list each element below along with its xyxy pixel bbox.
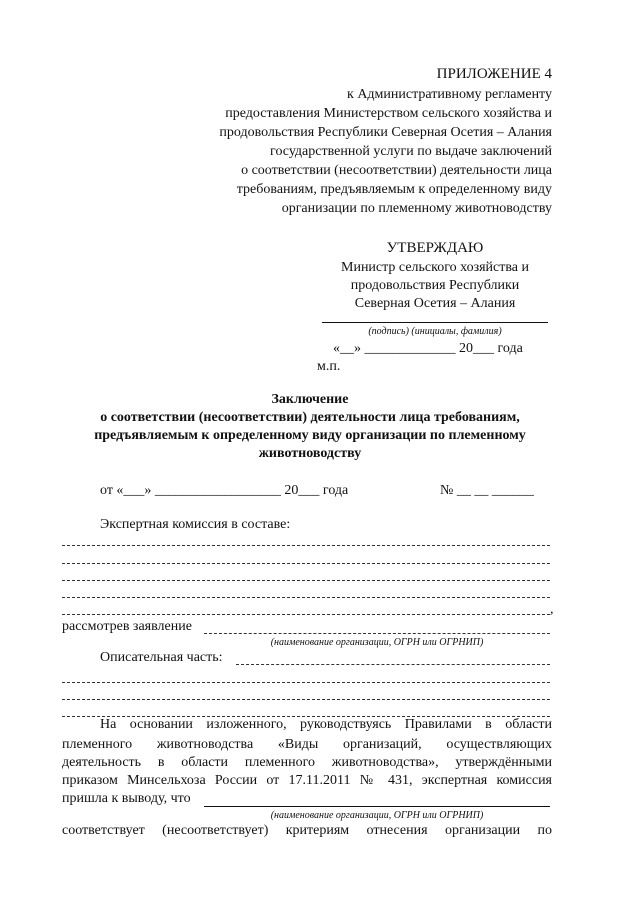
document-subtitle-line: о соответствии (несоответствии) деятельности лица требованиям, — [100, 410, 520, 425]
approval-line: продовольствия Республики — [350, 278, 520, 293]
application-label: рассмотрев заявление — [62, 619, 192, 634]
conclusion-date-field[interactable]: от «___» __________________ 20___ года — [100, 483, 349, 498]
signature-line — [322, 322, 548, 323]
appendix-line: предоставления Министерством сельского хозяйства и — [225, 106, 552, 121]
appendix-line: продовольствия Республики Северная Осетия – Алания — [219, 125, 552, 140]
descriptive-line[interactable] — [62, 699, 550, 700]
conclusion-number-field[interactable]: № __ __ ______ — [440, 483, 534, 498]
approval-title: УТВЕРЖДАЮ — [386, 240, 484, 256]
document-subtitle-line: животноводству — [258, 446, 362, 461]
descriptive-line[interactable] — [236, 664, 550, 665]
commission-line[interactable] — [62, 614, 550, 615]
conclusion-prefix: пришла к выводу, что — [62, 791, 191, 806]
conclusion-organization-line[interactable] — [204, 806, 550, 807]
approval-line: Северная Осетия – Алания — [354, 296, 516, 311]
commission-line[interactable] — [62, 563, 550, 564]
application-line[interactable] — [204, 633, 550, 634]
signature-caption: (подпись) (инициалы, фамилия) — [368, 326, 502, 337]
commission-comma: , — [550, 602, 554, 617]
descriptive-line[interactable] — [62, 682, 550, 683]
commission-line[interactable] — [62, 597, 550, 598]
application-caption: (наименование организации, ОГРН или ОГРНИП) — [270, 637, 484, 648]
commission-line[interactable] — [62, 580, 550, 581]
conclusion-caption: (наименование организации, ОГРН или ОГРНИП) — [270, 810, 484, 821]
document-title: Заключение — [271, 392, 349, 407]
approval-line: Министр сельского хозяйства и — [341, 260, 529, 275]
document-subtitle-line: предъявляемым к определенному виду организации по племенному — [94, 428, 526, 443]
appendix-line: организации по племенному животноводству — [281, 201, 552, 216]
appendix-line: государственной услуги по выдаче заключений — [270, 144, 552, 159]
conclusion-line: На основании изложенного, руководствуясь Правилами в области — [100, 717, 552, 732]
appendix-title: ПРИЛОЖЕНИЕ 4 — [436, 66, 552, 82]
appendix-line: о соответствии (несоответствии) деятельности лица — [241, 163, 552, 178]
commission-line[interactable] — [62, 545, 550, 546]
descriptive-label: Описательная часть: — [100, 650, 223, 665]
approval-date-line: «__» _____________ 20___ года — [333, 341, 523, 356]
commission-label: Экспертная комиссия в составе: — [100, 517, 291, 532]
conclusion-final-line: соответствует (несоответствует) критериям отнесения организации по — [62, 823, 552, 838]
appendix-line: требованиям, предъявляемым к определенному виду — [236, 182, 552, 197]
appendix-line: к Административному регламенту — [347, 87, 552, 102]
stamp-label: м.п. — [317, 359, 341, 374]
conclusion-line: приказом Минсельхоза России от 17.11.2011 № 431, экспертная комиссия — [62, 773, 552, 788]
conclusion-line: деятельность в области племенного животноводства», утверждёнными — [62, 755, 552, 770]
conclusion-line: племенного животноводства «Виды организаций, осуществляющих — [62, 737, 552, 752]
